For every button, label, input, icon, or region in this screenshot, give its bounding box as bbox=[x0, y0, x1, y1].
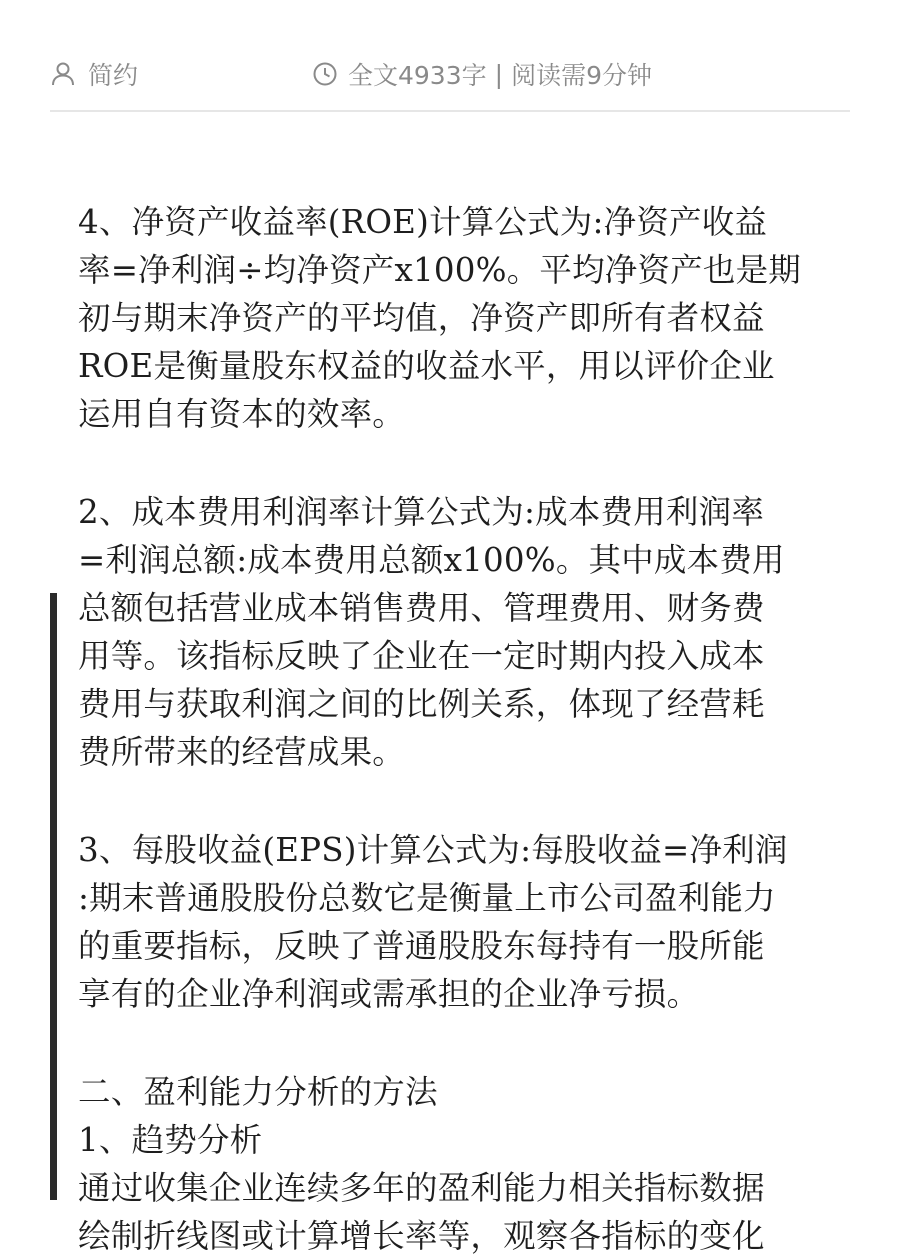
user-icon bbox=[50, 61, 76, 87]
clock-icon bbox=[312, 61, 338, 87]
article-line: ROE是衡量股东权益的收益水平，用以评价企业 bbox=[78, 347, 775, 385]
paragraph-gap bbox=[78, 438, 858, 488]
scroll-indicator bbox=[50, 593, 57, 1200]
word-count: 全文4933字 bbox=[348, 61, 487, 90]
article-line: 3、每股收益(EPS)计算公式为:每股收益=净利润 bbox=[78, 831, 788, 869]
article-line: 初与期末净资产的平均值，净资产即所有者权益 bbox=[78, 299, 765, 337]
read-time: 阅读需9分钟 bbox=[511, 61, 652, 90]
section-heading: 二、盈利能力分析的方法 bbox=[78, 1073, 438, 1111]
article-line: 总额包括营业成本销售费用、管理费用、财务费 bbox=[78, 589, 765, 627]
article-line: 享有的企业净利润或需承担的企业净亏损。 bbox=[78, 975, 700, 1013]
article-line: 费所带来的经营成果。 bbox=[78, 733, 406, 771]
paragraph-gap bbox=[78, 1018, 858, 1068]
article-line: 的重要指标，反映了普通股股东每持有一股所能 bbox=[78, 927, 765, 965]
article-header bbox=[50, 48, 850, 112]
subsection-heading: 1、趋势分析 bbox=[78, 1121, 263, 1159]
article-line: 2、成本费用利润率计算公式为:成本费用利润率 bbox=[78, 493, 765, 531]
article-line: :期末普通股股份总数它是衡量上市公司盈利能力 bbox=[78, 879, 776, 917]
article-line: 率=净利润÷均净资产x100%。平均净资产也是期 bbox=[78, 251, 802, 289]
article-line: 4、净资产收益率(ROE)计算公式为:净资产收益 bbox=[78, 203, 768, 241]
paragraph-gap bbox=[78, 776, 858, 826]
article-line: 用等。该指标反映了企业在一定时期内投入成本 bbox=[78, 637, 765, 675]
article-line: =利润总额:成本费用总额x100%。其中成本费用 bbox=[78, 541, 785, 579]
meta-separator: | bbox=[494, 59, 504, 89]
article-line: 费用与获取利润之间的比例关系，体现了经营耗 bbox=[78, 685, 765, 723]
article-line: 运用自有资本的效率。 bbox=[78, 395, 406, 433]
article-line: 通过收集企业连续多年的盈利能力相关指标数据 bbox=[78, 1169, 765, 1207]
article-body bbox=[78, 198, 858, 1260]
reading-meta bbox=[312, 56, 652, 92]
article-line: 绘制折线图或计算增长率等，观察各指标的变化 bbox=[78, 1217, 765, 1255]
author-name: 简约 bbox=[88, 61, 139, 90]
author-link[interactable] bbox=[50, 56, 138, 92]
